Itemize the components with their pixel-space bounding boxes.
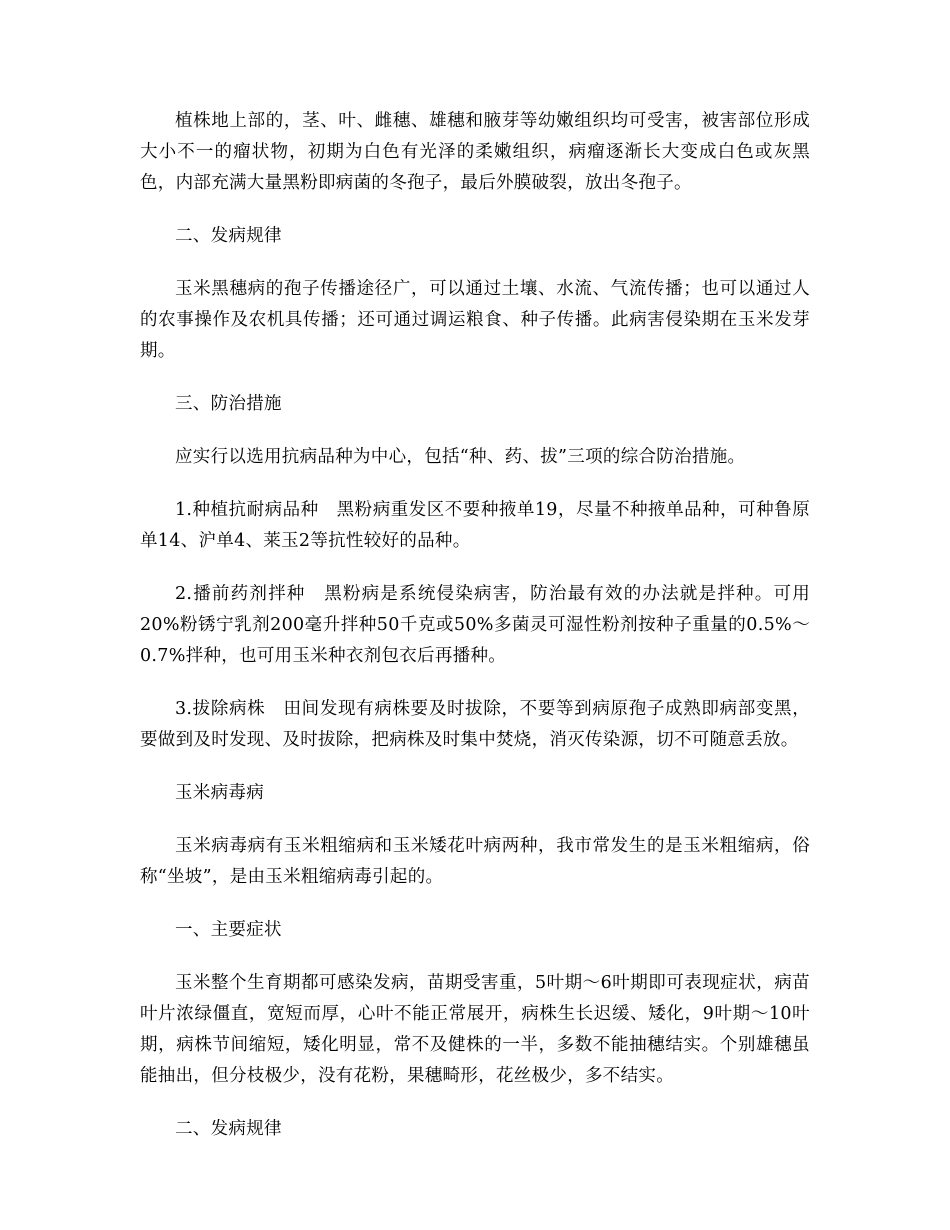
- section-heading-control-measures: 三、防治措施: [175, 394, 282, 414]
- paragraph-virus-overview: 玉米病毒病有玉米粗缩病和玉米矮花叶病两种，我市常发生的是玉米粗缩病，俗称“坐坡”，是由玉米粗缩病毒引起的。: [140, 836, 810, 887]
- section-heading-corn-virus-disease: 玉米病毒病: [175, 783, 264, 803]
- section-heading-disease-pattern-2: 二、发病规律: [175, 1119, 282, 1139]
- paragraph-seed-treatment: 2.播前药剂拌种 黑粉病是系统侵染病害，防治最有效的办法就是拌种。可用20%粉锈宁乳剂200毫升拌种50千克或50%多菌灵可湿性粉剂按种子重量的0.5%～0.7%拌种，也可用玉米种衣剂包衣后再播种。: [140, 584, 810, 666]
- document-body: [140, 106, 810, 1145]
- paragraph-transmission: 玉米黑穗病的孢子传播途径广，可以通过土壤、水流、气流传播；也可以通过人的农事操作及农机具传播；还可通过调运粮食、种子传播。此病害侵染期在玉米发芽期。: [140, 279, 810, 361]
- paragraph-symptom-description: 植株地上部的，茎、叶、雌穗、雄穗和腋芽等幼嫩组织均可受害，被害部位形成大小不一的瘤状物，初期为白色有光泽的柔嫩组织，病瘤逐渐长大变成白色或灰黑色，内部充满大量黑粉即病菌的冬孢子，最后外膜破裂，放出冬孢子。: [140, 111, 810, 193]
- paragraph-remove-diseased-plants: 3.拔除病株 田间发现有病株要及时拔除，不要等到病原孢子成熟即病部变黑，要做到及时发现、及时拔除，把病株及时集中焚烧，消灭传染源，切不可随意丢放。: [140, 699, 810, 750]
- paragraph-virus-symptoms: 玉米整个生育期都可感染发病，苗期受害重，5叶期～6叶期即可表现症状，病苗叶片浓绿僵直，宽短而厚，心叶不能正常展开，病株生长迟缓、矮化，9叶期～10叶期，病株节间缩短，矮化明显，常不及健株的一半，多数不能抽穗结实。个别雄穗虽能抽出，但分枝极少，没有花粉，果穗畸形，花丝极少，多不结实。: [140, 973, 810, 1086]
- section-heading-disease-pattern: 二、发病规律: [175, 226, 282, 246]
- section-heading-main-symptoms: 一、主要症状: [175, 920, 282, 940]
- paragraph-resistant-varieties: 1.种植抗耐病品种 黑粉病重发区不要种掖单19，尽量不种掖单品种，可种鲁原单14、沪单4、莱玉2等抗性较好的品种。: [140, 500, 810, 551]
- paragraph-control-overview: 应实行以选用抗病品种为中心，包括“种、药、拔”三项的综合防治措施。: [175, 447, 746, 467]
